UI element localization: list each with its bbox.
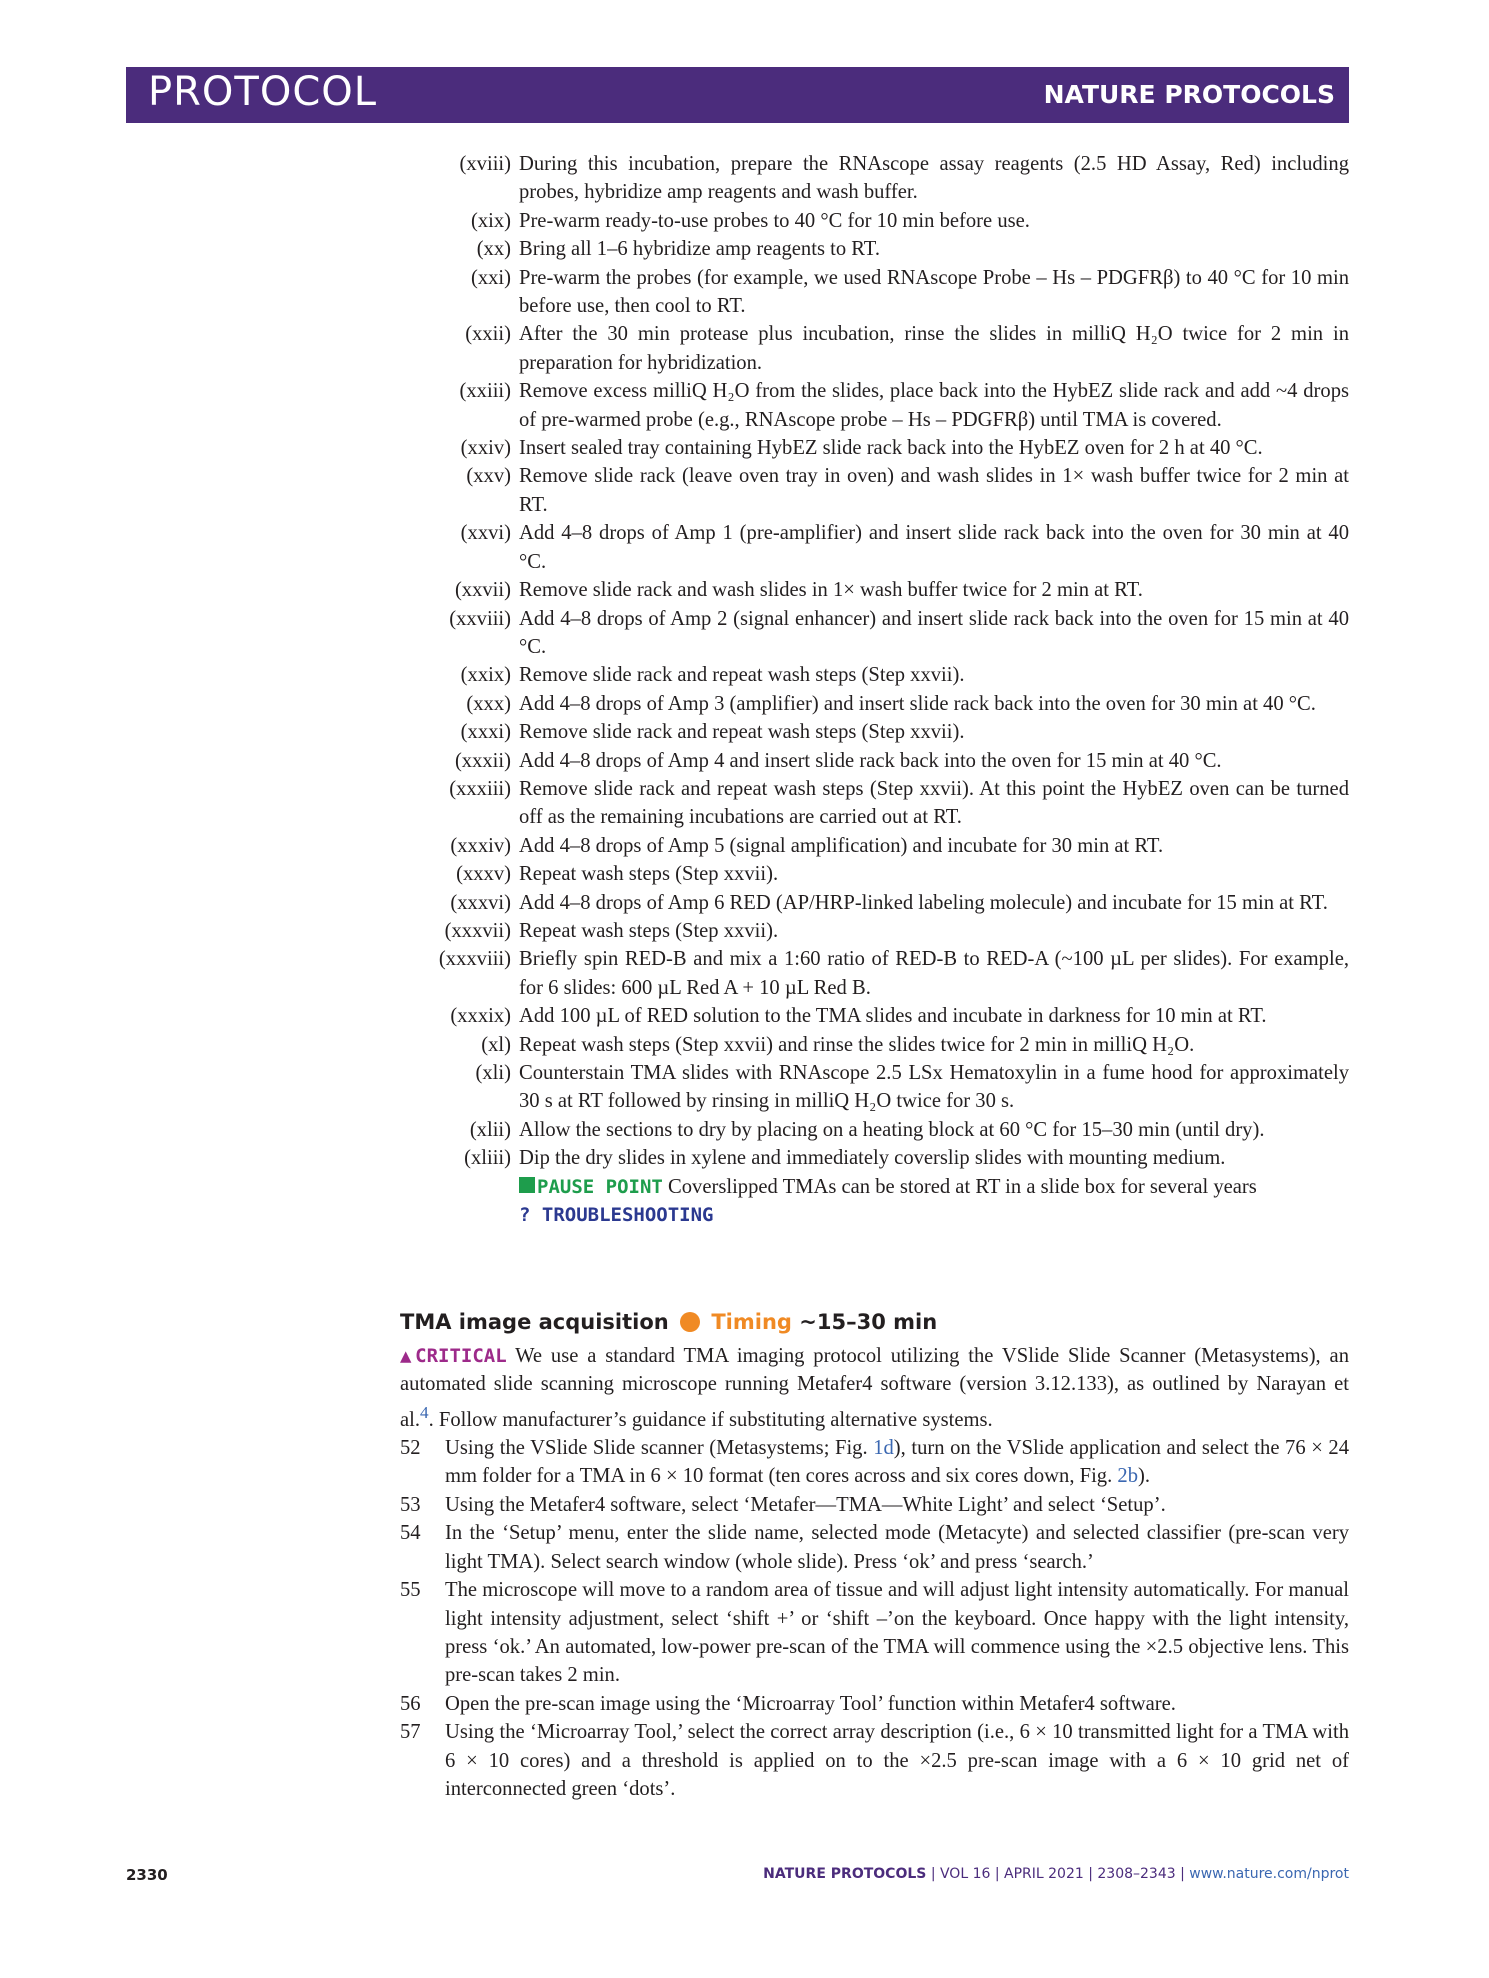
step-text: Allow the sections to dry by placing on a heating block at 60 °C for 15–30 min (until dry). [519, 1118, 1265, 1141]
step-text: Add 4–8 drops of Amp 1 (pre-amplifier) and insert slide rack back into the oven for 30 min at 40 °C. [519, 522, 1349, 573]
figure-link[interactable]: 2b [1117, 1465, 1138, 1488]
numbered-step-number: 57 [400, 1721, 421, 1744]
step-item [400, 434, 1349, 462]
step-text: Add 4–8 drops of Amp 3 (amplifier) and insert slide rack back into the oven for 30 min at 40 °C. [519, 692, 1316, 715]
page-number: 2330 [126, 1866, 168, 1884]
step-text: Pre-warm ready-to-use probes to 40 °C for 10 min before use. [519, 209, 1030, 232]
step-item [400, 1144, 1349, 1172]
step-item [400, 1059, 1349, 1116]
troubleshooting-row [400, 1201, 1349, 1229]
step-item [400, 320, 1349, 377]
step-text: After the 30 min protease plus incubation, rinse the slides in milliQ H₂O twice for 2 min in preparation for hybridization. [519, 323, 1349, 374]
step-item [400, 264, 1349, 321]
step-text: Add 4–8 drops of Amp 6 RED (AP/HRP-linked labeling molecule) and incubate for 15 min at RT. [519, 891, 1328, 914]
step-text: Remove slide rack and repeat wash steps (Step xxvii). [519, 664, 965, 687]
step-number: (xxxviii) [438, 948, 511, 971]
step-text: Add 100 µL of RED solution to the TMA slides and incubate in darkness for 10 min at RT. [519, 1005, 1267, 1028]
step-text: Repeat wash steps (Step xxvii). [519, 863, 779, 886]
footer-details: | VOL 16 | APRIL 2021 | 2308–2343 | [930, 1866, 1185, 1882]
numbered-step-text: Using the Metafer4 software, select ‘Metafer—TMA—White Light’ and select ‘Setup’. [445, 1493, 1166, 1516]
step-number: (xviii) [459, 153, 511, 175]
step-text: Add 4–8 drops of Amp 5 (signal amplification) and incubate for 30 min at RT. [519, 834, 1164, 857]
step-number: (xxx) [466, 692, 511, 715]
troubleshooting-link[interactable]: ? TROUBLESHOOTING [519, 1204, 714, 1227]
header-journal: NATURE PROTOCOLS [1043, 80, 1335, 109]
step-text: Counterstain TMA slides with RNAscope 2.5 LSx Hematoxylin in a fume hood for approximately 30 s at RT followed by rinsing in milliQ H₂O twice for 30 s. [519, 1062, 1349, 1113]
pause-label: PAUSE POINT [537, 1175, 663, 1198]
step-text: Dip the dry slides in xylene and immediately coverslip slides with mounting medium. [519, 1147, 1226, 1170]
step-item [400, 690, 1349, 718]
step-number: (xxv) [466, 465, 511, 488]
step-number: (xli) [475, 1062, 511, 1084]
step-text: Briefly spin RED-B and mix a 1:60 ratio of RED-B to RED-A (~100 µL per slides). For example, for 6 slides: 600 µL Red A + 10 µL Red B. [519, 948, 1349, 999]
reference-link[interactable]: 4 [420, 1402, 429, 1422]
numbered-step-number: 53 [400, 1493, 421, 1516]
numbered-step-number: 56 [400, 1692, 421, 1715]
step-item [400, 832, 1349, 860]
step-number: (xxix) [460, 664, 511, 687]
step-item [400, 718, 1349, 746]
step-item [400, 519, 1349, 576]
step-item [400, 860, 1349, 888]
header-protocol: PROTOCOL [148, 69, 378, 115]
footer-url[interactable]: www.nature.com/nprot [1189, 1866, 1349, 1882]
numbered-step-text: Open the pre-scan image using the ‘Microarray Tool’ function within Metafer4 software. [445, 1692, 1176, 1715]
footer-citation [763, 1866, 1349, 1882]
critical-label: ▲CRITICAL [400, 1345, 507, 1367]
numbered-step [400, 1718, 1349, 1803]
critical-text-1: We use a standard TMA imaging protocol utilizing the VSlide Slide Scanner (Metasystems), an automated slide scanning microscope running Metafer4 software (version 3.12.133), as outlined by Narayan et al. [400, 1345, 1349, 1431]
step-text: Insert sealed tray containing HybEZ slide rack back into the HybEZ oven for 2 h at 40 °C. [519, 437, 1263, 460]
step-number: (xxxvii) [444, 919, 511, 942]
timing-label: Timing [711, 1310, 792, 1334]
step-item [400, 207, 1349, 235]
timing-value: ~15–30 min [799, 1310, 938, 1334]
step-item [400, 775, 1349, 832]
step-item [400, 150, 1349, 207]
timing-icon [680, 1312, 700, 1332]
step-item [400, 377, 1349, 434]
step-item [400, 576, 1349, 604]
critical-text-2: . Follow manufacturer’s guidance if substituting alternative systems. [428, 1408, 993, 1431]
pause-icon [519, 1177, 535, 1193]
numbered-step-number: 54 [400, 1522, 421, 1545]
figure-link[interactable]: 1d [873, 1437, 894, 1460]
step-item [400, 235, 1349, 263]
numbered-step [400, 1690, 1349, 1718]
numbered-step [400, 1576, 1349, 1690]
step-number: (xxviii) [449, 607, 511, 630]
step-number: (xxxiv) [450, 834, 511, 857]
pause-text: Coverslipped TMAs can be stored at RT in a slide box for several years [668, 1175, 1257, 1198]
step-text: Remove slide rack and repeat wash steps (Step xxvii). [519, 721, 965, 744]
step-item [400, 605, 1349, 662]
numbered-step-number: 52 [400, 1437, 421, 1460]
step-number: (xxxii) [454, 749, 511, 772]
step-number: (xxxiii) [449, 777, 511, 800]
step-number: (xix) [470, 209, 511, 232]
pause-point [400, 1173, 1349, 1201]
step-text: Remove excess milliQ H₂O from the slides, place back into the HybEZ slide rack and add ~4 drops of pre-warmed probe (e.g., RNAscope probe – Hs – PDGFRβ) until TMA is covered. [519, 380, 1349, 431]
step-number: (xxiii) [459, 380, 511, 403]
step-item [400, 661, 1349, 689]
step-item [400, 1116, 1349, 1144]
section-heading [400, 1310, 937, 1334]
step-number: (xxxi) [460, 721, 511, 744]
step-text: Pre-warm the probes (for example, we used RNAscope Probe – Hs – PDGFRβ) to 40 °C for 10 min before use, then cool to RT. [519, 266, 1349, 318]
section-body [400, 1342, 1349, 1803]
step-number: (xxii) [465, 323, 511, 346]
step-text: During this incubation, prepare the RNAscope assay reagents (2.5 HD Assay, Red) including probes, hybridize amp reagents and wash buffer. [519, 153, 1349, 204]
step-number: (xlii) [469, 1118, 511, 1141]
step-number: (xx) [476, 238, 511, 261]
numbered-step-text: Using the ‘Microarray Tool,’ select the correct array description (i.e., 6 × 10 transmitted light for a TMA with 6 × 10 cores) and a threshold is applied on to the ×2.5 pre-scan image with a 6 × 10 grid net of interconnected green ‘dots’. [445, 1721, 1349, 1800]
numbered-step-text: ). [1137, 1465, 1150, 1488]
step-text: Bring all 1–6 hybridize amp reagents to RT. [519, 238, 880, 261]
page-header [126, 67, 1349, 123]
step-item [400, 889, 1349, 917]
step-number: (xxiv) [460, 437, 511, 460]
step-item [400, 1031, 1349, 1059]
step-number: (xxxv) [456, 863, 511, 886]
step-item [400, 747, 1349, 775]
step-number: (xxi) [470, 266, 511, 289]
step-number: (xxxix) [450, 1005, 511, 1028]
section-title: TMA image acquisition [400, 1310, 669, 1334]
step-text: Remove slide rack and repeat wash steps (Step xxvii). At this point the HybEZ oven can be turned off as the remaining incubations are carried out at RT. [519, 777, 1349, 829]
step-text: Remove slide rack and wash slides in 1× wash buffer twice for 2 min at RT. [519, 579, 1143, 602]
step-number: (xxvi) [460, 522, 511, 545]
step-item [400, 462, 1349, 519]
step-text: Repeat wash steps (Step xxvii) and rinse the slides twice for 2 min in milliQ H₂O. [519, 1033, 1195, 1056]
step-text: Repeat wash steps (Step xxvii). [519, 919, 779, 942]
step-text: Remove slide rack (leave oven tray in oven) and wash slides in 1× wash buffer twice for 2 min at RT. [519, 465, 1349, 516]
numbered-step-text: In the ‘Setup’ menu, enter the slide name, selected mode (Metacyte) and selected classifier (pre-scan very light TMA). Select search window (whole slide). Press ‘ok’ and press ‘search.’ [445, 1522, 1349, 1573]
step-list [400, 150, 1349, 1229]
step-item [400, 917, 1349, 945]
step-number: (xl) [481, 1033, 511, 1056]
step-text: Add 4–8 drops of Amp 4 and insert slide rack back into the oven for 15 min at 40 °C. [519, 749, 1222, 772]
numbered-step-number: 55 [400, 1579, 421, 1602]
numbered-step-text: The microscope will move to a random area of tissue and will adjust light intensity automatically. For manual light intensity adjustment, select ‘shift +’ or ‘shift –’on the keyboard. Once happy with the light intensity, press ‘ok.’ An automated, low-power pre-scan of the TMA will commence using the ×2.5 objective lens. This pre-scan takes 2 min. [445, 1579, 1349, 1687]
footer-journal: NATURE PROTOCOLS [763, 1866, 927, 1882]
numbered-step [400, 1434, 1349, 1491]
step-number: (xliii) [464, 1147, 511, 1170]
step-item [400, 1002, 1349, 1030]
critical-note [400, 1342, 1349, 1434]
numbered-step-text: Using the VSlide Slide scanner (Metasystems; Fig. [445, 1437, 874, 1460]
numbered-step [400, 1491, 1349, 1519]
step-number: (xxxvi) [450, 891, 511, 914]
numbered-steps [400, 1434, 1349, 1803]
step-item [400, 945, 1349, 1002]
step-number: (xxvii) [454, 579, 511, 602]
numbered-step [400, 1519, 1349, 1576]
step-text: Add 4–8 drops of Amp 2 (signal enhancer) and insert slide rack back into the oven for 15 min at 40 °C. [519, 607, 1349, 658]
numbered-step-text: ), turn on the VSlide application and select the 76 × 24 mm folder for a TMA in 6 × 10 format (ten cores across and six cores down, Fig. [445, 1437, 1349, 1488]
